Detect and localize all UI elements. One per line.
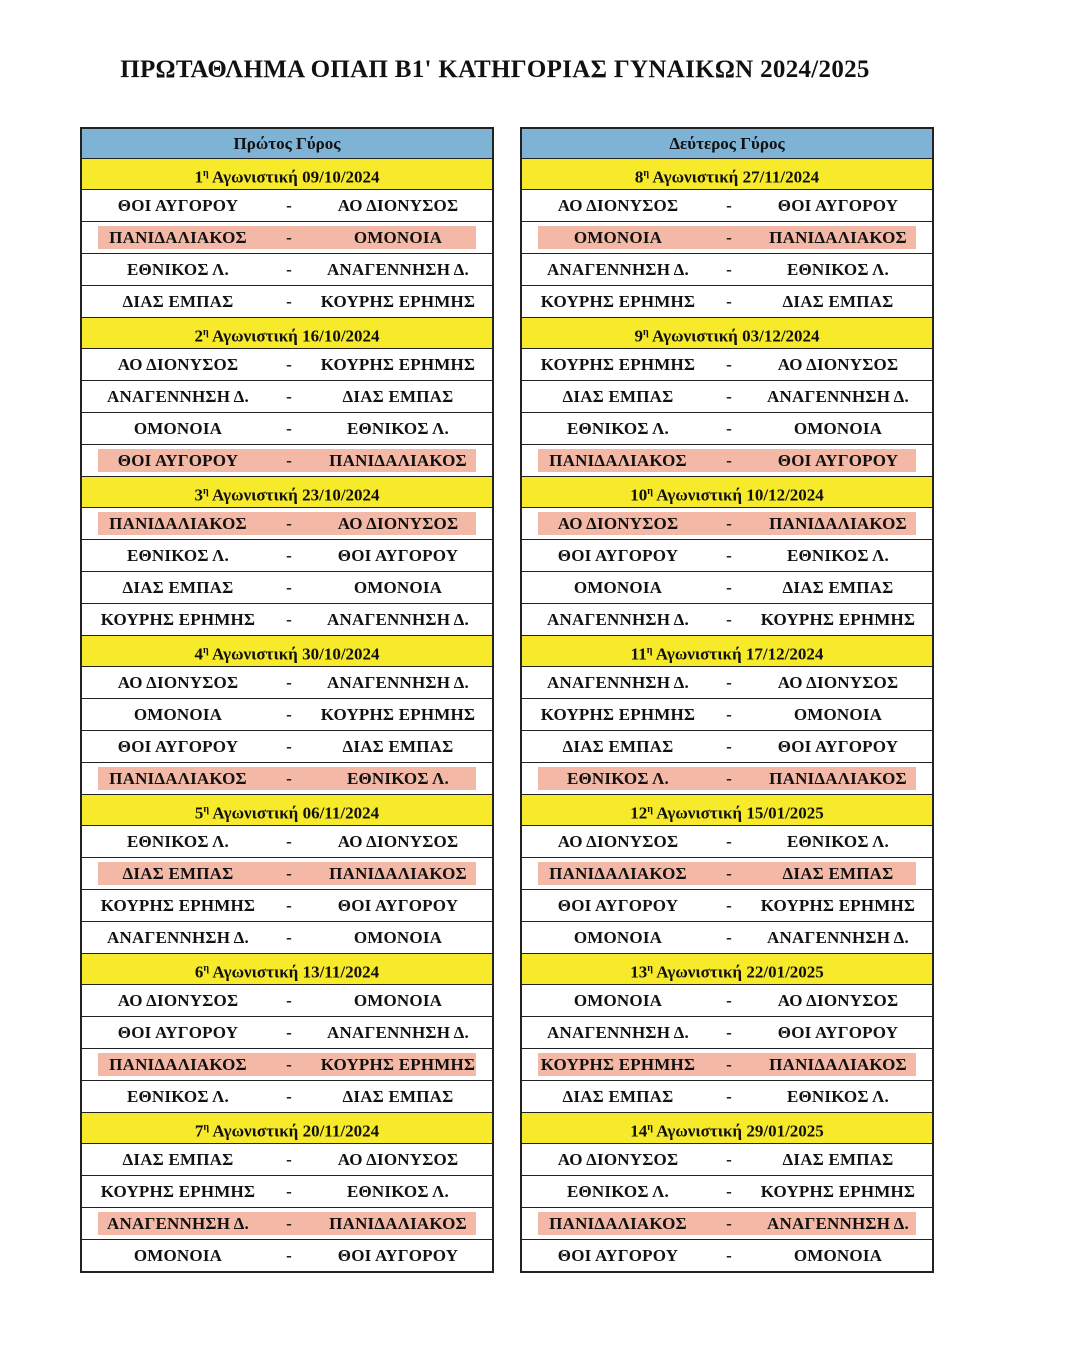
home-team: ΔΙΑΣ ΕΜΠΑΣ bbox=[122, 1150, 234, 1169]
home-team: ΑΝΑΓΕΝΝΗΣΗ Δ. bbox=[107, 928, 249, 947]
round-number: 10 bbox=[630, 485, 648, 505]
match-row bbox=[522, 763, 932, 795]
away-team: ΟΜΟΝΟΙΑ bbox=[793, 419, 883, 438]
home-team: ΑΟ ΔΙΟΝΥΣΟΣ bbox=[117, 355, 239, 374]
match-row bbox=[82, 445, 492, 477]
away-team: ΠΑΝΙΔΑΛΙΑΚΟΣ bbox=[329, 451, 467, 470]
match-row bbox=[82, 540, 492, 572]
match-row bbox=[82, 413, 492, 445]
match-row bbox=[522, 890, 932, 922]
home-team: ΕΘΝΙΚΟΣ Λ. bbox=[126, 832, 230, 851]
round-number-suffix: η bbox=[646, 645, 653, 656]
match-separator: - bbox=[726, 451, 732, 470]
match-row bbox=[522, 604, 932, 636]
home-team: ΔΙΑΣ ΕΜΠΑΣ bbox=[562, 1087, 674, 1106]
home-team: ΑΝΑΓΕΝΝΗΣΗ Δ. bbox=[547, 673, 689, 692]
round-number-suffix: η bbox=[203, 963, 210, 974]
away-team: ΕΘΝΙΚΟΣ Λ. bbox=[346, 1182, 450, 1201]
home-team: ΟΜΟΝΟΙΑ bbox=[573, 228, 663, 247]
away-team: ΠΑΝΙΔΑΛΙΑΚΟΣ bbox=[769, 1055, 907, 1074]
round-header bbox=[522, 477, 932, 508]
match-row bbox=[82, 699, 492, 731]
round-number-suffix: η bbox=[643, 168, 650, 179]
away-team: ΟΜΟΝΟΙΑ bbox=[353, 928, 443, 947]
match-separator: - bbox=[726, 769, 732, 788]
away-team: ΘΟΙ ΑΥΓΟΡΟΥ bbox=[777, 196, 899, 215]
away-team: ΠΑΝΙΔΑΛΙΑΚΟΣ bbox=[769, 514, 907, 533]
away-team: ΔΙΑΣ ΕΜΠΑΣ bbox=[782, 1150, 894, 1169]
match-row bbox=[522, 540, 932, 572]
match-row bbox=[82, 1240, 492, 1271]
home-team: ΠΑΝΙΔΑΛΙΑΚΟΣ bbox=[109, 769, 247, 788]
away-team: ΑΟ ΔΙΟΝΥΣΟΣ bbox=[777, 355, 899, 374]
match-separator: - bbox=[726, 991, 732, 1010]
away-team: ΑΝΑΓΕΝΝΗΣΗ Δ. bbox=[327, 673, 469, 692]
match-row bbox=[82, 985, 492, 1017]
home-team: ΠΑΝΙΔΑΛΙΑΚΟΣ bbox=[549, 864, 687, 883]
match-row bbox=[522, 445, 932, 477]
home-team: ΘΟΙ ΑΥΓΟΡΟΥ bbox=[117, 1023, 239, 1042]
round-number: 9 bbox=[634, 326, 643, 346]
match-separator: - bbox=[726, 1087, 732, 1106]
column-header: Πρώτος Γύρος bbox=[82, 129, 492, 159]
home-team: ΟΜΟΝΟΙΑ bbox=[133, 1246, 223, 1265]
away-team: ΕΘΝΙΚΟΣ Λ. bbox=[346, 769, 450, 788]
round-number-suffix: η bbox=[647, 486, 653, 497]
match-separator: - bbox=[286, 1182, 292, 1201]
home-team: ΕΘΝΙΚΟΣ Λ. bbox=[126, 260, 230, 279]
home-team: ΑΟ ΔΙΟΝΥΣΟΣ bbox=[557, 832, 679, 851]
away-team: ΟΜΟΝΟΙΑ bbox=[353, 991, 443, 1010]
away-team: ΑΝΑΓΕΝΝΗΣΗ Δ. bbox=[767, 387, 909, 406]
round-header bbox=[522, 318, 932, 349]
round-label: Αγωνιστική bbox=[656, 962, 743, 982]
match-separator: - bbox=[726, 673, 732, 692]
home-team: ΕΘΝΙΚΟΣ Λ. bbox=[566, 1182, 670, 1201]
first-round-column bbox=[80, 127, 494, 1273]
away-team: ΟΜΟΝΟΙΑ bbox=[353, 228, 443, 247]
match-row bbox=[82, 667, 492, 699]
match-row bbox=[82, 1208, 492, 1240]
away-team: ΑΟ ΔΙΟΝΥΣΟΣ bbox=[337, 1150, 459, 1169]
match-row bbox=[82, 826, 492, 858]
match-separator: - bbox=[726, 387, 732, 406]
round-number-suffix: η bbox=[647, 804, 653, 815]
match-row bbox=[522, 667, 932, 699]
round-date: 20/11/2024 bbox=[302, 1121, 380, 1141]
away-team: ΕΘΝΙΚΟΣ Λ. bbox=[786, 1087, 890, 1106]
match-row bbox=[82, 604, 492, 636]
away-team: ΟΜΟΝΟΙΑ bbox=[793, 1246, 883, 1265]
round-date: 16/10/2024 bbox=[302, 326, 380, 346]
round-date: 17/12/2024 bbox=[745, 644, 824, 664]
away-team: ΘΟΙ ΑΥΓΟΡΟΥ bbox=[337, 546, 459, 565]
match-separator: - bbox=[286, 737, 292, 756]
round-number-suffix: η bbox=[203, 804, 210, 815]
match-row bbox=[522, 858, 932, 890]
away-team: ΕΘΝΙΚΟΣ Λ. bbox=[786, 260, 890, 279]
match-separator: - bbox=[726, 705, 732, 724]
match-row bbox=[82, 381, 492, 413]
match-row bbox=[522, 1017, 932, 1049]
home-team: ΟΜΟΝΟΙΑ bbox=[573, 928, 663, 947]
home-team: ΑΝΑΓΕΝΝΗΣΗ Δ. bbox=[547, 1023, 689, 1042]
round-date: 30/10/2024 bbox=[302, 644, 380, 664]
page-title: ΠΡΩΤΑΘΛΗΜΑ ΟΠΑΠ Β1' ΚΑΤΗΓΟΡΙΑΣ ΓΥΝΑΙΚΩΝ 2024/2025 bbox=[120, 56, 870, 83]
away-team: ΑΝΑΓΕΝΝΗΣΗ Δ. bbox=[327, 610, 469, 629]
match-separator: - bbox=[726, 864, 732, 883]
round-label: Αγωνιστική bbox=[655, 644, 742, 664]
home-team: ΘΟΙ ΑΥΓΟΡΟΥ bbox=[117, 737, 239, 756]
round-number: 2 bbox=[194, 326, 203, 346]
match-separator: - bbox=[286, 355, 292, 374]
match-separator: - bbox=[726, 546, 732, 565]
match-row bbox=[82, 1176, 492, 1208]
round-number: 6 bbox=[194, 962, 204, 982]
home-team: ΘΟΙ ΑΥΓΟΡΟΥ bbox=[557, 546, 679, 565]
match-row bbox=[82, 1049, 492, 1081]
home-team: ΚΟΥΡΗΣ ΕΡΗΜΗΣ bbox=[540, 355, 696, 374]
home-team: ΚΟΥΡΗΣ ΕΡΗΜΗΣ bbox=[540, 1055, 696, 1074]
away-team: ΘΟΙ ΑΥΓΟΡΟΥ bbox=[337, 896, 459, 915]
match-separator: - bbox=[726, 1150, 732, 1169]
home-team: ΟΜΟΝΟΙΑ bbox=[133, 419, 223, 438]
away-team: ΠΑΝΙΔΑΛΙΑΚΟΣ bbox=[769, 769, 907, 788]
away-team: ΔΙΑΣ ΕΜΠΑΣ bbox=[342, 387, 454, 406]
round-number: 8 bbox=[634, 167, 644, 187]
match-row bbox=[522, 985, 932, 1017]
match-row bbox=[522, 381, 932, 413]
round-label: Αγωνιστική bbox=[212, 962, 299, 982]
round-date: 23/10/2024 bbox=[302, 485, 380, 505]
match-separator: - bbox=[286, 260, 292, 279]
match-separator: - bbox=[286, 610, 292, 629]
match-separator: - bbox=[286, 1023, 292, 1042]
match-row bbox=[82, 1144, 492, 1176]
match-separator: - bbox=[286, 546, 292, 565]
round-header bbox=[82, 477, 492, 508]
match-separator: - bbox=[726, 610, 732, 629]
away-team: ΚΟΥΡΗΣ ΕΡΗΜΗΣ bbox=[320, 705, 476, 724]
match-separator: - bbox=[726, 737, 732, 756]
match-separator: - bbox=[286, 928, 292, 947]
away-team: ΕΘΝΙΚΟΣ Λ. bbox=[346, 419, 450, 438]
round-date: 22/01/2025 bbox=[746, 962, 824, 982]
home-team: ΠΑΝΙΔΑΛΙΑΚΟΣ bbox=[109, 228, 247, 247]
round-number: 12 bbox=[630, 803, 648, 823]
match-row bbox=[82, 922, 492, 954]
match-row bbox=[522, 572, 932, 604]
match-row bbox=[522, 922, 932, 954]
match-separator: - bbox=[286, 292, 292, 311]
round-number-suffix: η bbox=[203, 1122, 210, 1133]
away-team: ΚΟΥΡΗΣ ΕΡΗΜΗΣ bbox=[760, 896, 916, 915]
round-date: 29/01/2025 bbox=[746, 1121, 824, 1141]
round-number: 4 bbox=[194, 644, 203, 664]
home-team: ΠΑΝΙΔΑΛΙΑΚΟΣ bbox=[109, 514, 247, 533]
round-number-suffix: η bbox=[642, 327, 649, 338]
home-team: ΚΟΥΡΗΣ ΕΡΗΜΗΣ bbox=[540, 705, 696, 724]
home-team: ΟΜΟΝΟΙΑ bbox=[573, 991, 663, 1010]
home-team: ΔΙΑΣ ΕΜΠΑΣ bbox=[122, 864, 234, 883]
match-row bbox=[522, 1208, 932, 1240]
home-team: ΕΘΝΙΚΟΣ Λ. bbox=[126, 1087, 230, 1106]
match-row bbox=[522, 254, 932, 286]
match-separator: - bbox=[726, 419, 732, 438]
away-team: ΑΝΑΓΕΝΝΗΣΗ Δ. bbox=[767, 928, 909, 947]
match-separator: - bbox=[726, 578, 732, 597]
round-label: Αγωνιστική bbox=[211, 326, 298, 346]
round-header bbox=[82, 1113, 492, 1144]
round-label: Αγωνιστική bbox=[211, 167, 298, 187]
match-separator: - bbox=[286, 705, 292, 724]
home-team: ΑΝΑΓΕΝΝΗΣΗ Δ. bbox=[107, 1214, 249, 1233]
match-row bbox=[522, 190, 932, 222]
away-team: ΑΟ ΔΙΟΝΥΣΟΣ bbox=[337, 514, 459, 533]
home-team: ΑΝΑΓΕΝΝΗΣΗ Δ. bbox=[547, 260, 689, 279]
away-team: ΠΑΝΙΔΑΛΙΑΚΟΣ bbox=[769, 228, 907, 247]
round-number-suffix: η bbox=[647, 963, 653, 974]
round-date: 10/12/2024 bbox=[746, 485, 824, 505]
match-row bbox=[522, 1176, 932, 1208]
match-separator: - bbox=[286, 1150, 292, 1169]
away-team: ΑΝΑΓΕΝΝΗΣΗ Δ. bbox=[327, 1023, 469, 1042]
match-separator: - bbox=[286, 1246, 292, 1265]
match-row bbox=[522, 826, 932, 858]
round-number-suffix: η bbox=[202, 486, 209, 497]
home-team: ΘΟΙ ΑΥΓΟΡΟΥ bbox=[557, 896, 679, 915]
match-separator: - bbox=[726, 260, 732, 279]
away-team: ΑΟ ΔΙΟΝΥΣΟΣ bbox=[777, 991, 899, 1010]
home-team: ΟΜΟΝΟΙΑ bbox=[133, 705, 223, 724]
away-team: ΑΟ ΔΙΟΝΥΣΟΣ bbox=[337, 196, 459, 215]
match-row bbox=[82, 190, 492, 222]
match-separator: - bbox=[726, 1023, 732, 1042]
round-label: Αγωνιστική bbox=[651, 326, 738, 346]
round-date: 13/11/2024 bbox=[302, 962, 380, 982]
round-number: 13 bbox=[630, 962, 648, 982]
match-row bbox=[522, 413, 932, 445]
away-team: ΕΘΝΙΚΟΣ Λ. bbox=[786, 546, 890, 565]
match-row bbox=[522, 349, 932, 381]
home-team: ΔΙΑΣ ΕΜΠΑΣ bbox=[562, 387, 674, 406]
match-row bbox=[522, 731, 932, 763]
match-separator: - bbox=[286, 387, 292, 406]
home-team: ΕΘΝΙΚΟΣ Λ. bbox=[126, 546, 230, 565]
match-row bbox=[82, 1017, 492, 1049]
match-row bbox=[82, 286, 492, 318]
away-team: ΠΑΝΙΔΑΛΙΑΚΟΣ bbox=[329, 864, 467, 883]
round-header bbox=[522, 159, 932, 190]
match-row bbox=[522, 1081, 932, 1113]
round-header bbox=[82, 318, 492, 349]
round-label: Αγωνιστική bbox=[212, 1121, 299, 1141]
away-team: ΔΙΑΣ ΕΜΠΑΣ bbox=[782, 578, 894, 597]
away-team: ΘΟΙ ΑΥΓΟΡΟΥ bbox=[777, 737, 899, 756]
home-team: ΘΟΙ ΑΥΓΟΡΟΥ bbox=[117, 196, 239, 215]
home-team: ΚΟΥΡΗΣ ΕΡΗΜΗΣ bbox=[100, 610, 256, 629]
match-separator: - bbox=[726, 1055, 732, 1074]
match-separator: - bbox=[286, 196, 292, 215]
home-team: ΕΘΝΙΚΟΣ Λ. bbox=[566, 769, 670, 788]
round-number-suffix: η bbox=[202, 327, 209, 338]
match-row bbox=[82, 1081, 492, 1113]
round-header bbox=[522, 954, 932, 985]
match-row bbox=[82, 508, 492, 540]
away-team: ΔΙΑΣ ΕΜΠΑΣ bbox=[782, 292, 894, 311]
round-number: 14 bbox=[630, 1121, 648, 1141]
match-separator: - bbox=[286, 578, 292, 597]
match-row bbox=[522, 699, 932, 731]
match-separator: - bbox=[726, 514, 732, 533]
match-row bbox=[82, 254, 492, 286]
match-separator: - bbox=[286, 832, 292, 851]
away-team: ΘΟΙ ΑΥΓΟΡΟΥ bbox=[777, 1023, 899, 1042]
home-team: ΚΟΥΡΗΣ ΕΡΗΜΗΣ bbox=[540, 292, 696, 311]
match-separator: - bbox=[726, 196, 732, 215]
match-separator: - bbox=[286, 514, 292, 533]
column-header: Δεύτερος Γύρος bbox=[522, 129, 932, 159]
home-team: ΑΟ ΔΙΟΝΥΣΟΣ bbox=[557, 1150, 679, 1169]
away-team: ΔΙΑΣ ΕΜΠΑΣ bbox=[342, 737, 454, 756]
home-team: ΕΘΝΙΚΟΣ Λ. bbox=[566, 419, 670, 438]
round-date: 27/11/2024 bbox=[742, 167, 820, 187]
round-header bbox=[82, 795, 492, 826]
home-team: ΚΟΥΡΗΣ ΕΡΗΜΗΣ bbox=[100, 1182, 256, 1201]
match-separator: - bbox=[286, 451, 292, 470]
home-team: ΑΝΑΓΕΝΝΗΣΗ Δ. bbox=[547, 610, 689, 629]
home-team: ΘΟΙ ΑΥΓΟΡΟΥ bbox=[557, 1246, 679, 1265]
match-separator: - bbox=[726, 1214, 732, 1233]
match-separator: - bbox=[726, 1182, 732, 1201]
round-number: 11 bbox=[630, 644, 647, 664]
round-label: Αγωνιστική bbox=[656, 485, 743, 505]
away-team: ΔΙΑΣ ΕΜΠΑΣ bbox=[342, 1087, 454, 1106]
home-team: ΟΜΟΝΟΙΑ bbox=[573, 578, 663, 597]
round-number-suffix: η bbox=[647, 1122, 653, 1133]
round-number: 7 bbox=[194, 1121, 204, 1141]
match-separator: - bbox=[726, 1246, 732, 1265]
away-team: ΕΘΝΙΚΟΣ Λ. bbox=[786, 832, 890, 851]
round-header bbox=[522, 636, 932, 667]
match-row bbox=[82, 731, 492, 763]
home-team: ΠΑΝΙΔΑΛΙΑΚΟΣ bbox=[549, 1214, 687, 1233]
round-label: Αγωνιστική bbox=[656, 803, 743, 823]
home-team: ΠΑΝΙΔΑΛΙΑΚΟΣ bbox=[109, 1055, 247, 1074]
round-header bbox=[522, 795, 932, 826]
match-separator: - bbox=[286, 769, 292, 788]
home-team: ΑΟ ΔΙΟΝΥΣΟΣ bbox=[557, 196, 679, 215]
match-row bbox=[522, 508, 932, 540]
round-header bbox=[82, 636, 492, 667]
match-separator: - bbox=[286, 1055, 292, 1074]
away-team: ΑΝΑΓΕΝΝΗΣΗ Δ. bbox=[767, 1214, 909, 1233]
home-team: ΔΙΑΣ ΕΜΠΑΣ bbox=[562, 737, 674, 756]
match-separator: - bbox=[286, 991, 292, 1010]
match-separator: - bbox=[726, 832, 732, 851]
match-row bbox=[82, 222, 492, 254]
home-team: ΔΙΑΣ ΕΜΠΑΣ bbox=[122, 292, 234, 311]
round-number: 5 bbox=[194, 803, 204, 823]
round-header bbox=[82, 954, 492, 985]
match-separator: - bbox=[726, 355, 732, 374]
away-team: ΑΝΑΓΕΝΝΗΣΗ Δ. bbox=[327, 260, 469, 279]
round-number: 3 bbox=[194, 485, 203, 505]
round-number-suffix: η bbox=[202, 645, 209, 656]
match-row bbox=[522, 1144, 932, 1176]
second-round-column bbox=[520, 127, 934, 1273]
home-team: ΠΑΝΙΔΑΛΙΑΚΟΣ bbox=[549, 451, 687, 470]
match-separator: - bbox=[286, 228, 292, 247]
match-separator: - bbox=[286, 896, 292, 915]
match-row bbox=[522, 222, 932, 254]
away-team: ΑΟ ΔΙΟΝΥΣΟΣ bbox=[337, 832, 459, 851]
away-team: ΘΟΙ ΑΥΓΟΡΟΥ bbox=[337, 1246, 459, 1265]
away-team: ΚΟΥΡΗΣ ΕΡΗΜΗΣ bbox=[760, 1182, 916, 1201]
match-separator: - bbox=[726, 928, 732, 947]
away-team: ΚΟΥΡΗΣ ΕΡΗΜΗΣ bbox=[320, 292, 476, 311]
round-label: Αγωνιστική bbox=[211, 644, 298, 664]
away-team: ΘΟΙ ΑΥΓΟΡΟΥ bbox=[777, 451, 899, 470]
round-header bbox=[522, 1113, 932, 1144]
round-date: 09/10/2024 bbox=[302, 167, 380, 187]
away-team: ΟΜΟΝΟΙΑ bbox=[353, 578, 443, 597]
away-team: ΚΟΥΡΗΣ ΕΡΗΜΗΣ bbox=[320, 355, 476, 374]
match-row bbox=[522, 286, 932, 318]
round-label: Αγωνιστική bbox=[212, 803, 299, 823]
home-team: ΚΟΥΡΗΣ ΕΡΗΜΗΣ bbox=[100, 896, 256, 915]
match-row bbox=[522, 1049, 932, 1081]
round-number-suffix: η bbox=[202, 168, 209, 179]
round-label: Αγωνιστική bbox=[652, 167, 739, 187]
away-team: ΚΟΥΡΗΣ ΕΡΗΜΗΣ bbox=[760, 610, 916, 629]
match-separator: - bbox=[286, 1087, 292, 1106]
match-separator: - bbox=[286, 673, 292, 692]
home-team: ΑΟ ΔΙΟΝΥΣΟΣ bbox=[117, 991, 239, 1010]
match-row bbox=[82, 349, 492, 381]
home-team: ΔΙΑΣ ΕΜΠΑΣ bbox=[122, 578, 234, 597]
match-separator: - bbox=[286, 419, 292, 438]
match-row bbox=[82, 763, 492, 795]
match-row bbox=[82, 572, 492, 604]
home-team: ΘΟΙ ΑΥΓΟΡΟΥ bbox=[117, 451, 239, 470]
match-separator: - bbox=[726, 228, 732, 247]
round-number: 1 bbox=[194, 167, 203, 187]
round-date: 15/01/2025 bbox=[746, 803, 824, 823]
match-row bbox=[522, 1240, 932, 1271]
match-separator: - bbox=[286, 864, 292, 883]
away-team: ΠΑΝΙΔΑΛΙΑΚΟΣ bbox=[329, 1214, 467, 1233]
match-row bbox=[82, 890, 492, 922]
round-label: Αγωνιστική bbox=[211, 485, 298, 505]
away-team: ΚΟΥΡΗΣ ΕΡΗΜΗΣ bbox=[320, 1055, 476, 1074]
home-team: ΑΟ ΔΙΟΝΥΣΟΣ bbox=[117, 673, 239, 692]
round-label: Αγωνιστική bbox=[656, 1121, 743, 1141]
match-separator: - bbox=[286, 1214, 292, 1233]
away-team: ΔΙΑΣ ΕΜΠΑΣ bbox=[782, 864, 894, 883]
round-header bbox=[82, 159, 492, 190]
home-team: ΑΟ ΔΙΟΝΥΣΟΣ bbox=[557, 514, 679, 533]
round-date: 03/12/2024 bbox=[742, 326, 820, 346]
match-separator: - bbox=[726, 292, 732, 311]
match-row bbox=[82, 858, 492, 890]
away-team: ΟΜΟΝΟΙΑ bbox=[793, 705, 883, 724]
home-team: ΑΝΑΓΕΝΝΗΣΗ Δ. bbox=[107, 387, 249, 406]
away-team: ΑΟ ΔΙΟΝΥΣΟΣ bbox=[777, 673, 899, 692]
round-date: 06/11/2024 bbox=[302, 803, 380, 823]
match-separator: - bbox=[726, 896, 732, 915]
